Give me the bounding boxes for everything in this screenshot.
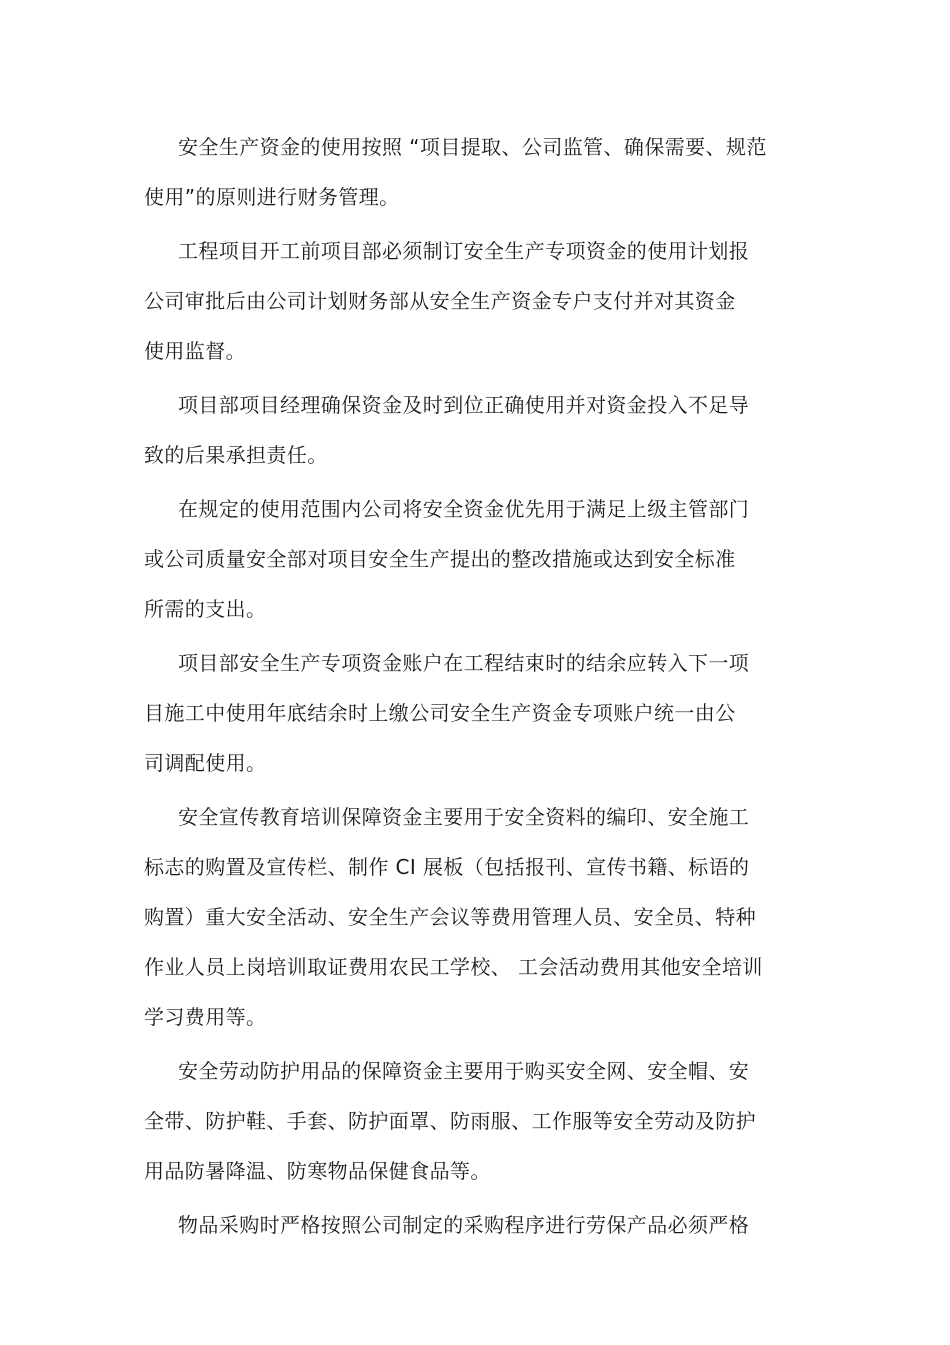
text-line: 项目部安全生产专项资金账户在工程结束时的结余应转入下一项	[178, 651, 750, 675]
text-line: 安全宣传教育培训保障资金主要用于安全资料的编印、安全施工	[178, 805, 750, 829]
text-line: 用品防暑降温、防寒物品保健食品等。	[144, 1159, 491, 1183]
text-line: 司调配使用。	[144, 751, 267, 775]
text-line: 所需的支出。	[144, 597, 267, 621]
text-line: 公司审批后由公司计划财务部从安全生产资金专户支付并对其资金	[144, 289, 736, 313]
text-line: 工程项目开工前项目部必须制订安全生产专项资金的使用计划报	[178, 239, 750, 263]
text-line: 物品采购时严格按照公司制定的采购程序进行劳保产品必须严格	[178, 1213, 750, 1237]
paragraph-training-funds	[144, 792, 804, 1042]
text-line: 标志的购置及宣传栏、制作 CI 展板（包括报刊、宣传书籍、标语的	[144, 855, 750, 879]
paragraph-balance-transfer	[144, 638, 804, 788]
paragraph-fund-principle	[144, 122, 804, 222]
text-line: 致的后果承担责任。	[144, 443, 328, 467]
text-line: 学习费用等。	[144, 1005, 267, 1029]
text-line: 购置）重大安全活动、安全生产会议等费用管理人员、安全员、特种	[144, 905, 756, 929]
text-line: 在规定的使用范围内公司将安全资金优先用于满足上级主管部门	[178, 497, 750, 521]
paragraph-fund-plan	[144, 226, 804, 376]
text-line: 使用监督。	[144, 339, 246, 363]
paragraph-protective-equipment	[144, 1046, 804, 1196]
paragraph-manager-responsibility	[144, 380, 804, 480]
text-line: 或公司质量安全部对项目安全生产提出的整改措施或达到安全标准	[144, 547, 736, 571]
paragraph-priority-use	[144, 484, 804, 634]
text-line: 安全劳动防护用品的保障资金主要用于购买安全网、安全帽、安	[178, 1059, 750, 1083]
paragraph-procurement	[144, 1200, 804, 1250]
text-line: 使用”的原则进行财务管理。	[144, 185, 400, 209]
text-line: 作业人员上岗培训取证费用农民工学校、 工会活动费用其他安全培训	[144, 955, 763, 979]
text-line: 安全生产资金的使用按照 “项目提取、公司监管、确保需要、规范	[178, 135, 767, 159]
text-line: 项目部项目经理确保资金及时到位正确使用并对资金投入不足导	[178, 393, 750, 417]
text-line: 全带、防护鞋、手套、防护面罩、防雨服、工作服等安全劳动及防护	[144, 1109, 756, 1133]
document-body	[144, 122, 804, 1254]
text-line: 目施工中使用年底结余时上缴公司安全生产资金专项账户统一由公	[144, 701, 736, 725]
